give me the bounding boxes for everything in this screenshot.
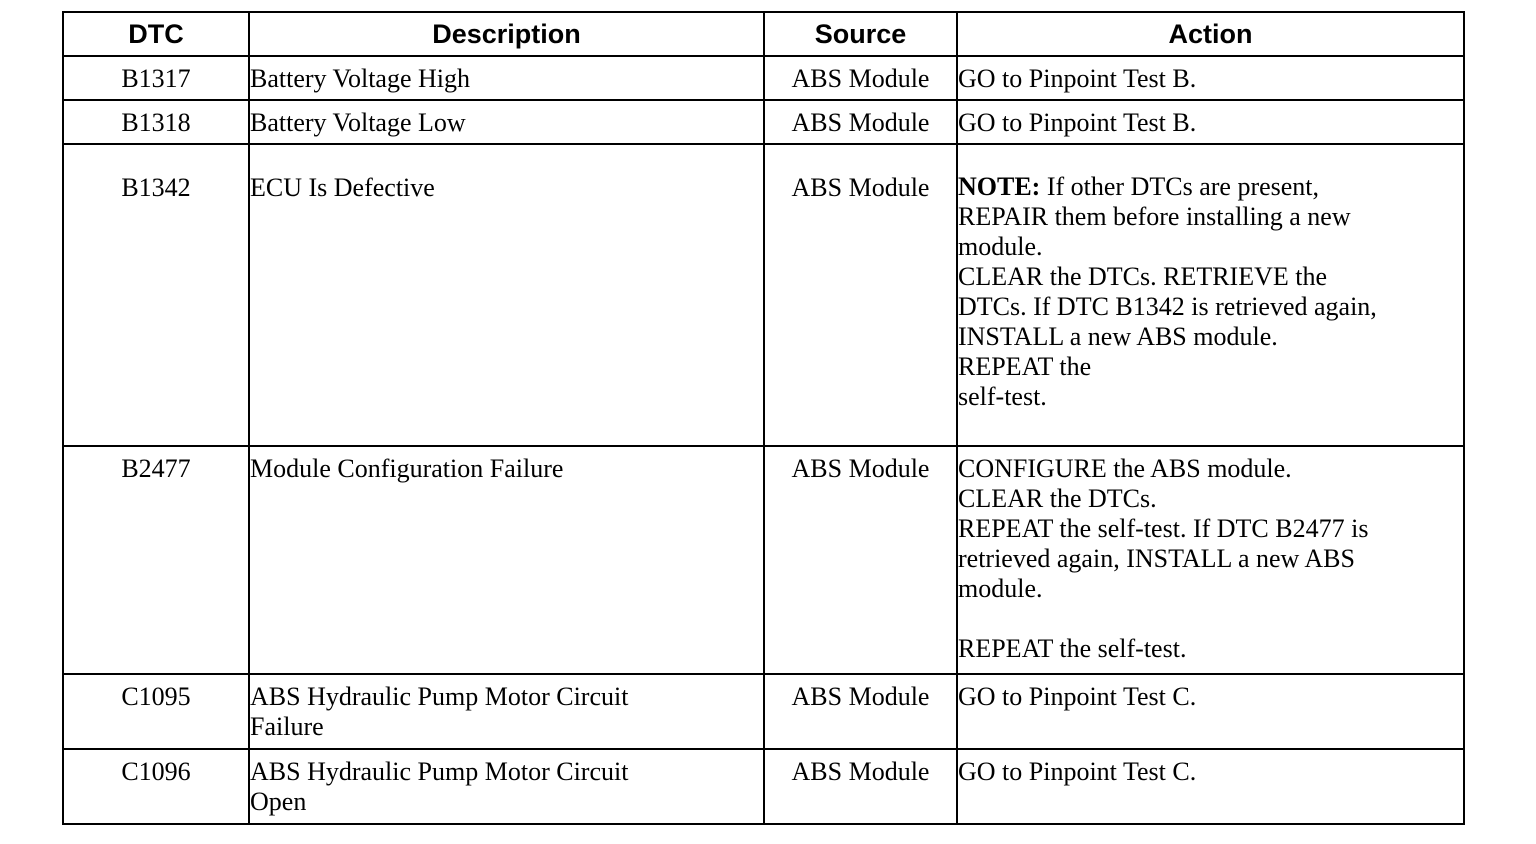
source-cell — [764, 446, 957, 674]
description-cell — [249, 144, 764, 446]
description-text: ABS Hydraulic Pump Motor Circuit — [250, 757, 629, 786]
source-text: ABS Module — [791, 757, 930, 786]
header-description: Description — [249, 12, 764, 56]
action-note-line — [958, 172, 1463, 202]
source-text: ABS Module — [791, 454, 930, 483]
dtc-table — [62, 11, 1465, 825]
source-text: ABS Module — [791, 682, 930, 711]
action-text: REPEAT the — [958, 352, 1092, 381]
dtc-code: C1095 — [121, 682, 191, 711]
dtc-code: B1317 — [121, 64, 191, 93]
description-text: ECU Is Defective — [250, 173, 435, 202]
description-text: Failure — [250, 712, 324, 741]
action-text: module. — [958, 232, 1043, 261]
description-cell — [249, 100, 764, 144]
description-cell — [249, 749, 764, 824]
description-text: Battery Voltage Low — [250, 108, 466, 137]
action-cell — [957, 144, 1464, 446]
dtc-code: B1342 — [121, 173, 191, 202]
action-text: module. — [958, 574, 1043, 603]
action-cell — [957, 56, 1464, 100]
source-text: ABS Module — [791, 108, 930, 137]
table-header — [63, 12, 1464, 56]
action-text: GO to Pinpoint Test B. — [958, 64, 1197, 93]
action-text: REPEAT the self-test. — [958, 634, 1187, 663]
description-text: ABS Hydraulic Pump Motor Circuit — [250, 682, 629, 711]
table-row — [63, 446, 1464, 674]
action-cell — [957, 100, 1464, 144]
action-text: retrieved again, INSTALL a new ABS — [958, 544, 1355, 573]
table-row — [63, 674, 1464, 749]
action-text: CLEAR the DTCs. — [958, 484, 1157, 513]
action-text: CLEAR the DTCs. RETRIEVE the — [958, 262, 1328, 291]
table-row — [63, 144, 1464, 446]
description-text: Module Configuration Failure — [250, 454, 564, 483]
source-cell — [764, 144, 957, 446]
header-row — [63, 12, 1464, 56]
dtc-code-cell — [63, 144, 249, 446]
table-row — [63, 100, 1464, 144]
dtc-code-cell — [63, 56, 249, 100]
description-cell — [249, 56, 764, 100]
note-text: If other DTCs are present, — [1040, 172, 1320, 201]
source-text: ABS Module — [791, 64, 930, 93]
dtc-code-cell — [63, 674, 249, 749]
header-source: Source — [764, 12, 957, 56]
description-text: Battery Voltage High — [250, 64, 471, 93]
table-body — [63, 56, 1464, 824]
action-blank-line — [958, 604, 1463, 634]
action-text: CONFIGURE the ABS module. — [958, 454, 1292, 483]
dtc-code: C1096 — [121, 757, 191, 786]
table-row — [63, 749, 1464, 824]
note-label: NOTE: — [958, 172, 1041, 201]
action-cell — [957, 749, 1464, 824]
dtc-code: B1318 — [121, 108, 191, 137]
dtc-code-cell — [63, 446, 249, 674]
action-text: REPEAT the self-test. If DTC B2477 is — [958, 514, 1369, 543]
dtc-code-cell — [63, 749, 249, 824]
header-action: Action — [957, 12, 1464, 56]
action-text: self-test. — [958, 382, 1047, 411]
header-dtc: DTC — [63, 12, 249, 56]
action-text: GO to Pinpoint Test C. — [958, 682, 1197, 711]
action-text: REPAIR them before installing a new — [958, 202, 1351, 231]
source-cell — [764, 100, 957, 144]
action-text: GO to Pinpoint Test C. — [958, 757, 1197, 786]
description-cell — [249, 674, 764, 749]
table-row — [63, 56, 1464, 100]
action-text: GO to Pinpoint Test B. — [958, 108, 1197, 137]
action-text: DTCs. If DTC B1342 is retrieved again, — [958, 292, 1377, 321]
dtc-code-cell — [63, 100, 249, 144]
dtc-code: B2477 — [121, 454, 191, 483]
source-cell — [764, 674, 957, 749]
source-text: ABS Module — [791, 173, 930, 202]
action-cell — [957, 446, 1464, 674]
description-text: Open — [250, 787, 307, 816]
action-text: INSTALL a new ABS module. — [958, 322, 1278, 351]
action-cell — [957, 674, 1464, 749]
source-cell — [764, 749, 957, 824]
source-cell — [764, 56, 957, 100]
description-cell — [249, 446, 764, 674]
